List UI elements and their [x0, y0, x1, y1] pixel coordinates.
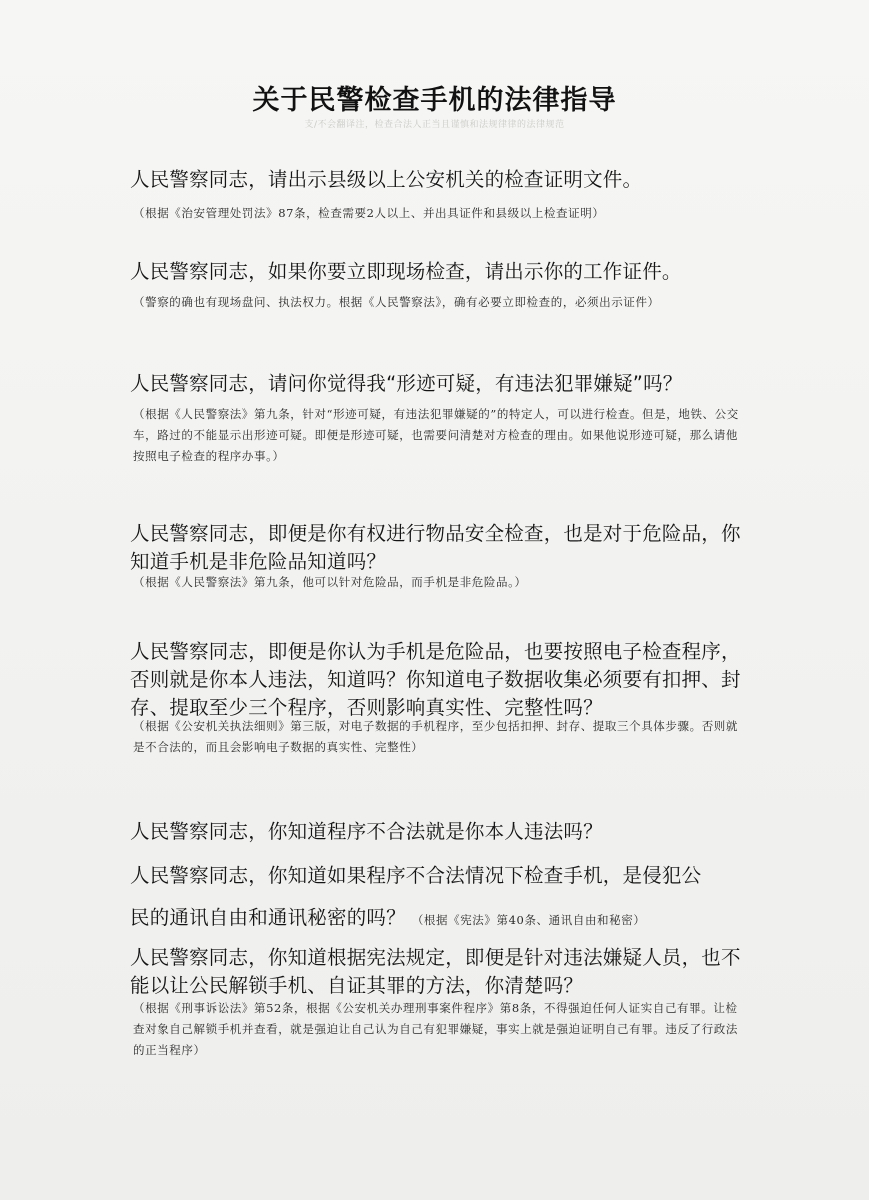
question-7-line-1: 人民警察同志，你知道如果程序不合法情况下检查手机，是侵犯公	[130, 864, 702, 887]
document-title: 关于民警检查手机的法律指导	[252, 85, 617, 116]
question-5: 人民警察同志，即便是你认为手机是危险品，也要按照电子检查程序，否则就是你本人违法，知道吗？你知道电子数据收集必须要有扣押、封存、提取至少三个程序，否则影响真实性、完整性吗？	[130, 640, 741, 719]
legal-note-1: （根据《治安管理处罚法》87条，检查需要2人以上、并出具证件和县级以上检查证明）	[133, 206, 605, 220]
legal-note-7: （根据《宪法》第40条、通讯自由和秘密）	[411, 913, 646, 927]
question-6: 人民警察同志，你知道程序不合法就是你本人违法吗？	[130, 820, 603, 843]
question-7-line-2	[130, 904, 750, 934]
legal-note-5: （根据《公安机关执法细则》第三版，对电子数据的手机程序，至少包括扣押、封存、提取三个具体步骤。否则就是不合法的，而且会影响电子数据的真实性、完整性）	[133, 719, 738, 754]
question-3: 人民警察同志，请问你觉得我“形迹可疑，有违法犯罪嫌疑”吗？	[130, 372, 683, 395]
question-4: 人民警察同志，即便是你有权进行物品安全检查，也是对于危险品，你知道手机是非危险品知道吗？	[130, 522, 741, 573]
legal-note-4: （根据《人民警察法》第九条，他可以针对危险品，而手机是非危险品。）	[133, 575, 527, 589]
question-2: 人民警察同志，如果你要立即现场检查，请出示你的工作证件。	[130, 260, 682, 283]
question-1: 人民警察同志，请出示县级以上公安机关的检查证明文件。	[130, 168, 643, 191]
legal-note-8: （根据《刑事诉讼法》第52条，根据《公安机关办理刑事案件程序》第8条，不得强迫任何人证实自己有罪。让检查对象自己解锁手机并查看，就是强迫让自己认为自己有犯罪嫌疑，事实上就是强迫证明自己有罪。违反了行政法的正当程序）	[133, 1001, 738, 1057]
question-8: 人民警察同志，你知道根据宪法规定，即便是针对违法嫌疑人员，也不能以让公民解锁手机、自证其罪的方法，你清楚吗？	[130, 946, 741, 997]
question-7-text: 民的通讯自由和通讯秘密的吗？	[130, 906, 406, 929]
legal-note-2: （警察的确也有现场盘问、执法权力。根据《人民警察法》，确有必要立即检查的，必须出示证件）	[133, 295, 660, 309]
legal-note-3: （根据《人民警察法》第九条，针对“形迹可疑，有违法犯罪嫌疑的”的特定人，可以进行检查。但是，地铁、公交车，路过的不能显示出形迹可疑。即便是形迹可疑，也需要问清楚对方检查的理由。如果他说形迹可疑，那么请他按照电子检查的程序办事。）	[133, 407, 739, 463]
document-subtitle: 支/不会翻译注，检查合法人正当且谨慎和法规律律的法律规范	[304, 120, 565, 130]
